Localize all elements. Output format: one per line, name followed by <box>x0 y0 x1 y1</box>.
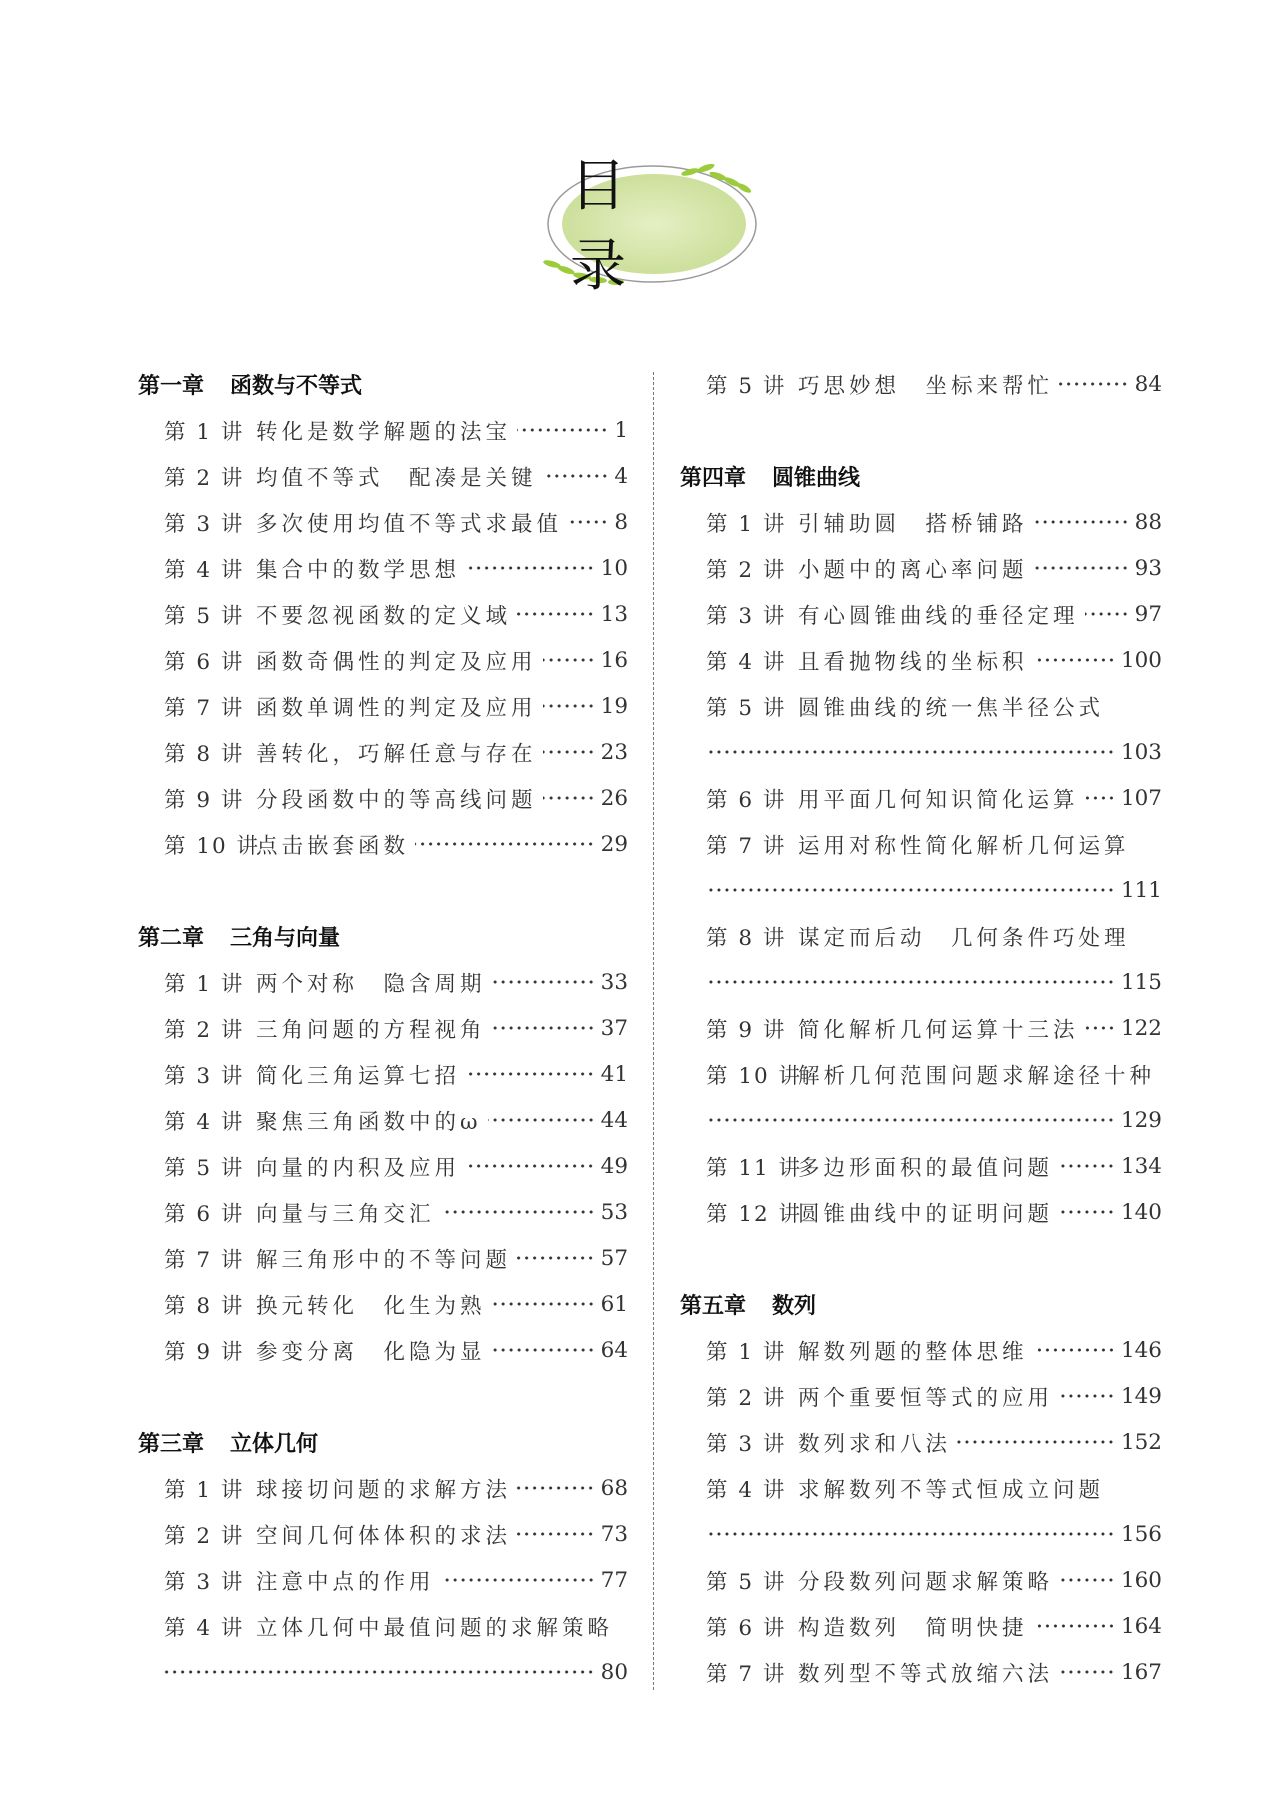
toc-entry[interactable] <box>138 959 628 1005</box>
page-number: 160 <box>1120 1567 1162 1593</box>
page-number: 129 <box>1120 1107 1162 1133</box>
lesson-number: 第 4 讲 <box>164 557 245 583</box>
lesson-title: 注意中点的作用 <box>256 1569 435 1595</box>
page-number: 53 <box>600 1199 628 1225</box>
dot-leader <box>1059 1667 1115 1677</box>
lesson-title: 数列求和八法 <box>798 1431 952 1457</box>
lesson-number: 第 6 讲 <box>706 787 787 813</box>
page-number: 77 <box>600 1567 628 1593</box>
toc-entry-continuation[interactable] <box>680 959 1162 1005</box>
chapter-title: 立体几何 <box>230 1431 319 1457</box>
blank-row <box>138 867 628 913</box>
lesson-title: 圆锥曲线中的证明问题 <box>798 1201 1054 1227</box>
toc-entry[interactable] <box>138 1051 628 1097</box>
page-number: 13 <box>600 601 628 627</box>
dot-leader <box>517 609 595 619</box>
dot-leader <box>517 1483 595 1493</box>
lesson-number: 第 9 讲 <box>706 1017 787 1043</box>
toc-entry[interactable] <box>680 1419 1162 1465</box>
dot-leader <box>492 977 595 987</box>
dot-leader <box>415 839 595 849</box>
lesson-title: 换元转化 化生为熟 <box>256 1293 486 1319</box>
dot-leader <box>492 1023 595 1033</box>
lesson-title: 数列型不等式放缩六法 <box>798 1661 1054 1687</box>
lesson-title: 向量的内积及应用 <box>256 1155 461 1181</box>
lesson-number: 第 3 讲 <box>164 511 245 537</box>
lesson-number: 第 6 讲 <box>164 1201 245 1227</box>
lesson-number: 第 2 讲 <box>164 465 245 491</box>
chapter-number: 第一章 <box>138 373 205 399</box>
lesson-title: 圆锥曲线的统一焦半径公式 <box>798 695 1105 721</box>
dot-leader <box>517 1253 595 1263</box>
lesson-number: 第 2 讲 <box>706 1385 787 1411</box>
lesson-number: 第 4 讲 <box>164 1615 245 1641</box>
page-number: 152 <box>1120 1429 1162 1455</box>
toc-entry[interactable] <box>138 1557 628 1603</box>
toc-entry[interactable] <box>138 1511 628 1557</box>
page-number: 103 <box>1120 739 1162 765</box>
dot-leader <box>543 793 595 803</box>
page-number: 115 <box>1120 969 1162 995</box>
toc-entry[interactable] <box>138 1189 628 1235</box>
lesson-title: 运用对称性简化解析几何运算 <box>798 833 1130 859</box>
dot-leader <box>1034 1345 1115 1355</box>
dot-leader <box>1059 1391 1115 1401</box>
dot-leader <box>543 655 595 665</box>
lesson-number: 第 12 讲 <box>706 1201 803 1227</box>
dot-leader <box>543 747 595 757</box>
toc-entry-continuation[interactable] <box>680 867 1162 913</box>
page-number: 97 <box>1134 601 1162 627</box>
lesson-title: 转化是数学解题的法宝 <box>256 419 512 445</box>
toc-entry[interactable] <box>680 821 1162 867</box>
page-number: 88 <box>1134 509 1162 535</box>
lesson-title: 两个对称 隐含周期 <box>256 971 486 997</box>
page-number: 84 <box>1134 371 1162 397</box>
lesson-number: 第 3 讲 <box>706 1431 787 1457</box>
page-number: 4 <box>614 463 628 489</box>
dot-leader <box>488 1115 595 1125</box>
lesson-title: 多次使用均值不等式求最值 <box>256 511 563 537</box>
dot-leader <box>466 1069 595 1079</box>
toc-entry[interactable] <box>680 1603 1162 1649</box>
lesson-number: 第 1 讲 <box>706 511 787 537</box>
dot-leader <box>543 471 609 481</box>
toc-entry[interactable] <box>138 499 628 545</box>
blank-row <box>138 1373 628 1419</box>
toc-column-left <box>138 361 628 1695</box>
lesson-title: 两个重要恒等式的应用 <box>798 1385 1054 1411</box>
toc-entry[interactable] <box>138 407 628 453</box>
page-number: 19 <box>600 693 628 719</box>
lesson-number: 第 3 讲 <box>164 1063 245 1089</box>
chapter-number: 第四章 <box>680 465 747 491</box>
toc-entry[interactable] <box>680 1557 1162 1603</box>
toc-entry[interactable] <box>680 499 1162 545</box>
blank-row <box>680 1235 1162 1281</box>
dot-leader <box>466 1161 595 1171</box>
lesson-title: 球接切问题的求解方法 <box>256 1477 512 1503</box>
lesson-number: 第 3 讲 <box>706 603 787 629</box>
toc-title-badge <box>540 154 764 299</box>
dot-leader <box>706 977 1115 987</box>
toc-entry-continuation[interactable] <box>680 1511 1162 1557</box>
lesson-title: 立体几何中最值问题的求解策略 <box>256 1615 614 1641</box>
toc-entry[interactable] <box>680 1189 1162 1235</box>
dot-leader <box>441 1575 595 1585</box>
lesson-number: 第 5 讲 <box>164 603 245 629</box>
lesson-title: 谋定而后动 几何条件巧处理 <box>798 925 1130 951</box>
lesson-title: 求解数列不等式恒成立问题 <box>798 1477 1105 1503</box>
chapter-number: 第五章 <box>680 1293 747 1319</box>
toc-entry[interactable] <box>138 545 628 591</box>
toc-entry[interactable] <box>680 1649 1162 1695</box>
blank-row <box>680 407 1162 453</box>
page-number: 8 <box>614 509 628 535</box>
page-number: 156 <box>1120 1521 1162 1547</box>
chapter-heading[interactable] <box>138 913 628 959</box>
lesson-number: 第 8 讲 <box>706 925 787 951</box>
dot-leader <box>1059 379 1129 389</box>
lesson-number: 第 5 讲 <box>164 1155 245 1181</box>
toc-entry[interactable] <box>138 1281 628 1327</box>
page-number: 73 <box>600 1521 628 1547</box>
toc-column-right <box>680 361 1162 1695</box>
dot-leader <box>1085 609 1129 619</box>
lesson-title: 函数单调性的判定及应用 <box>256 695 537 721</box>
lesson-title: 分段函数中的等高线问题 <box>256 787 537 813</box>
page-number: 149 <box>1120 1383 1162 1409</box>
dot-leader <box>957 1437 1115 1447</box>
lesson-number: 第 6 讲 <box>706 1615 787 1641</box>
page-number: 23 <box>600 739 628 765</box>
page-number: 49 <box>600 1153 628 1179</box>
toc-entry[interactable] <box>138 1465 628 1511</box>
dot-leader <box>706 747 1115 757</box>
toc-entry[interactable] <box>138 1143 628 1189</box>
lesson-number: 第 9 讲 <box>164 787 245 813</box>
page-number: 10 <box>600 555 628 581</box>
lesson-number: 第 1 讲 <box>164 971 245 997</box>
dot-leader <box>1059 1207 1115 1217</box>
lesson-title: 向量与三角交汇 <box>256 1201 435 1227</box>
toc-entry[interactable] <box>680 545 1162 591</box>
lesson-title: 解数列题的整体思维 <box>798 1339 1028 1365</box>
chapter-number: 第二章 <box>138 925 205 951</box>
lesson-title: 点击嵌套函数 <box>256 833 410 859</box>
page-number: 37 <box>600 1015 628 1041</box>
toc-entry[interactable] <box>680 1327 1162 1373</box>
lesson-number: 第 3 讲 <box>164 1569 245 1595</box>
lesson-title: 函数奇偶性的判定及应用 <box>256 649 537 675</box>
page-number: 1 <box>614 417 628 443</box>
lesson-number: 第 5 讲 <box>706 373 787 399</box>
lesson-number: 第 1 讲 <box>164 1477 245 1503</box>
lesson-title: 三角问题的方程视角 <box>256 1017 486 1043</box>
toc-entry[interactable] <box>680 1373 1162 1419</box>
dot-leader <box>1034 655 1115 665</box>
lesson-number: 第 1 讲 <box>164 419 245 445</box>
lesson-title: 构造数列 简明快捷 <box>798 1615 1028 1641</box>
lesson-number: 第 11 讲 <box>706 1155 803 1181</box>
lesson-number: 第 10 讲 <box>706 1063 803 1089</box>
lesson-title: 均值不等式 配凑是关键 <box>256 465 537 491</box>
lesson-number: 第 8 讲 <box>164 1293 245 1319</box>
lesson-title: 善转化，巧解任意与存在 <box>256 741 537 767</box>
dot-leader <box>706 1115 1115 1125</box>
lesson-title: 参变分离 化隐为显 <box>256 1339 486 1365</box>
page-title: 目 录 <box>570 154 656 299</box>
chapter-heading[interactable] <box>680 1281 1162 1327</box>
dot-leader <box>1034 563 1129 573</box>
page-number: 68 <box>600 1475 628 1501</box>
page-number: 26 <box>600 785 628 811</box>
toc-entry[interactable] <box>138 1005 628 1051</box>
page-number: 140 <box>1120 1199 1162 1225</box>
page-number: 111 <box>1120 877 1162 903</box>
lesson-title: 空间几何体体积的求法 <box>256 1523 512 1549</box>
lesson-number: 第 4 讲 <box>706 649 787 675</box>
toc-entry[interactable] <box>138 775 628 821</box>
dot-leader <box>492 1299 595 1309</box>
lesson-number: 第 2 讲 <box>706 557 787 583</box>
lesson-title: 解析几何范围问题求解途径十种 <box>798 1063 1156 1089</box>
page-number: 44 <box>600 1107 628 1133</box>
toc-entry[interactable] <box>680 637 1162 683</box>
lesson-title: 引辅助圆 搭桥铺路 <box>798 511 1028 537</box>
lesson-number: 第 7 讲 <box>164 695 245 721</box>
dot-leader <box>1034 517 1129 527</box>
dot-leader <box>492 1345 595 1355</box>
page-number: 134 <box>1120 1153 1162 1179</box>
chapter-title: 函数与不等式 <box>230 373 363 399</box>
toc-entry-continuation[interactable] <box>680 729 1162 775</box>
page-number: 41 <box>600 1061 628 1087</box>
lesson-number: 第 7 讲 <box>706 833 787 859</box>
lesson-title: 简化解析几何运算十三法 <box>798 1017 1079 1043</box>
chapter-heading[interactable] <box>138 1419 628 1465</box>
lesson-number: 第 7 讲 <box>164 1247 245 1273</box>
toc-entry[interactable] <box>680 683 1162 729</box>
page-number: 122 <box>1120 1015 1162 1041</box>
lesson-number: 第 9 讲 <box>164 1339 245 1365</box>
column-divider <box>653 372 654 1690</box>
lesson-number: 第 2 讲 <box>164 1523 245 1549</box>
lesson-title: 聚焦三角函数中的ω <box>256 1109 482 1135</box>
dot-leader <box>164 1667 595 1677</box>
toc-entry[interactable] <box>138 453 628 499</box>
page-number: 100 <box>1120 647 1162 673</box>
dot-leader <box>1085 1023 1115 1033</box>
dot-leader <box>466 563 595 573</box>
page-number: 64 <box>600 1337 628 1363</box>
dot-leader <box>568 517 608 527</box>
chapter-heading[interactable] <box>138 361 628 407</box>
page-number: 80 <box>600 1659 628 1685</box>
toc-entry[interactable] <box>680 775 1162 821</box>
toc-entry-continuation[interactable] <box>138 1649 628 1695</box>
toc-entry[interactable] <box>138 729 628 775</box>
dot-leader <box>706 885 1115 895</box>
page-number: 61 <box>600 1291 628 1317</box>
chapter-title: 圆锥曲线 <box>772 465 861 491</box>
toc-entry[interactable] <box>138 821 628 867</box>
chapter-number: 第三章 <box>138 1431 205 1457</box>
dot-leader <box>706 1529 1115 1539</box>
dot-leader <box>1059 1161 1115 1171</box>
toc-entry[interactable] <box>680 913 1162 959</box>
toc-entry-continuation[interactable] <box>680 1097 1162 1143</box>
dot-leader <box>1034 1621 1115 1631</box>
lesson-number: 第 6 讲 <box>164 649 245 675</box>
lesson-title: 用平面几何知识简化运算 <box>798 787 1079 813</box>
toc-entry[interactable] <box>138 683 628 729</box>
page-number: 167 <box>1120 1659 1162 1685</box>
lesson-number: 第 5 讲 <box>706 1569 787 1595</box>
lesson-number: 第 10 讲 <box>164 833 261 859</box>
lesson-number: 第 4 讲 <box>706 1477 787 1503</box>
toc-entry[interactable] <box>680 361 1162 407</box>
toc-entry[interactable] <box>680 1051 1162 1097</box>
lesson-title: 有心圆锥曲线的垂径定理 <box>798 603 1079 629</box>
page-number: 16 <box>600 647 628 673</box>
chapter-heading[interactable] <box>680 453 1162 499</box>
page-number: 146 <box>1120 1337 1162 1363</box>
toc-entry[interactable] <box>680 1465 1162 1511</box>
page-number: 29 <box>600 831 628 857</box>
toc-entry[interactable] <box>138 1235 628 1281</box>
toc-entry[interactable] <box>680 1143 1162 1189</box>
toc-entry[interactable] <box>138 637 628 683</box>
lesson-title: 不要忽视函数的定义域 <box>256 603 512 629</box>
lesson-title: 简化三角运算七招 <box>256 1063 461 1089</box>
lesson-title: 多边形面积的最值问题 <box>798 1155 1054 1181</box>
lesson-title: 且看抛物线的坐标积 <box>798 649 1028 675</box>
lesson-title: 集合中的数学思想 <box>256 557 461 583</box>
lesson-title: 巧思妙想 坐标来帮忙 <box>798 373 1054 399</box>
dot-leader <box>441 1207 595 1217</box>
lesson-number: 第 1 讲 <box>706 1339 787 1365</box>
lesson-number: 第 2 讲 <box>164 1017 245 1043</box>
lesson-number: 第 5 讲 <box>706 695 787 721</box>
page-number: 93 <box>1134 555 1162 581</box>
lesson-number: 第 4 讲 <box>164 1109 245 1135</box>
dot-leader <box>543 701 595 711</box>
toc-entry[interactable] <box>138 591 628 637</box>
toc-entry[interactable] <box>138 1603 628 1649</box>
lesson-title: 解三角形中的不等问题 <box>256 1247 512 1273</box>
page-number: 164 <box>1120 1613 1162 1639</box>
toc-entry[interactable] <box>680 591 1162 637</box>
toc-entry[interactable] <box>138 1097 628 1143</box>
lesson-number: 第 8 讲 <box>164 741 245 767</box>
page-number: 107 <box>1120 785 1162 811</box>
dot-leader <box>1085 793 1115 803</box>
toc-entry[interactable] <box>680 1005 1162 1051</box>
chapter-title: 三角与向量 <box>230 925 341 951</box>
lesson-title: 分段数列问题求解策略 <box>798 1569 1054 1595</box>
toc-entry[interactable] <box>138 1327 628 1373</box>
lesson-title: 小题中的离心率问题 <box>798 557 1028 583</box>
dot-leader <box>517 425 608 435</box>
dot-leader <box>517 1529 595 1539</box>
page-number: 33 <box>600 969 628 995</box>
chapter-title: 数列 <box>772 1293 817 1319</box>
dot-leader <box>1059 1575 1115 1585</box>
lesson-number: 第 7 讲 <box>706 1661 787 1687</box>
page-number: 57 <box>600 1245 628 1271</box>
